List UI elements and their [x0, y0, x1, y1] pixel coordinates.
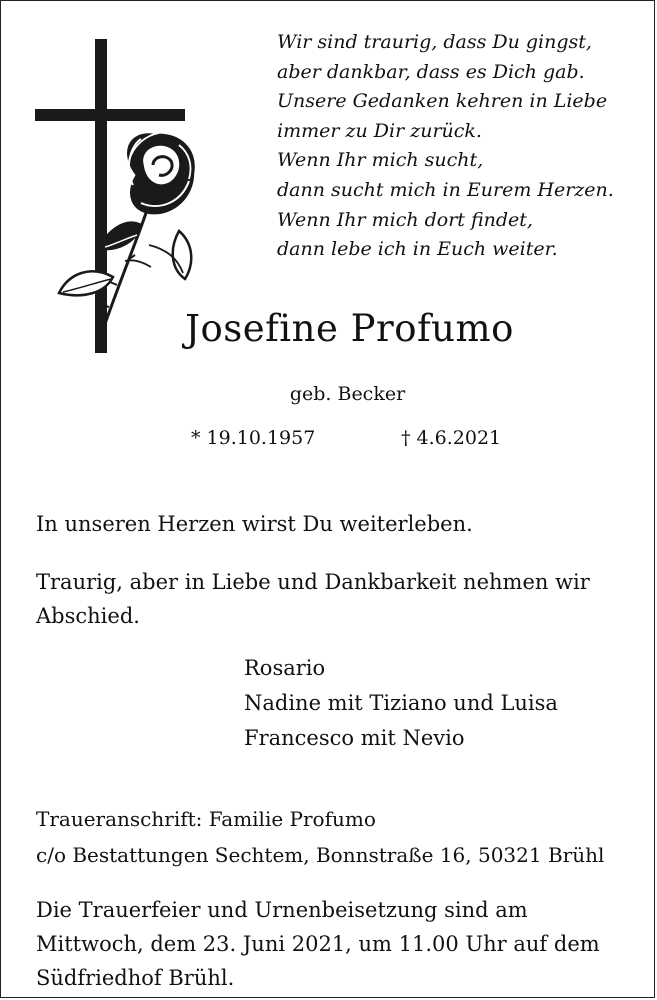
address-line: Traueranschrift: Familie Profumo [36, 807, 376, 831]
farewell-text: Traurig, aber in Liebe und Dankbarkeit nehmen wir Abschied. [36, 570, 590, 628]
poem-line: Unsere Gedanken kehren in Liebe [277, 90, 608, 113]
address-line: c/o Bestattungen Sechtem, Bonnstraße 16, 50321 Brühl [36, 843, 605, 867]
death-date: † 4.6.2021 [401, 427, 502, 449]
rose-icon [59, 133, 194, 335]
mourning-address [36, 801, 636, 873]
poem-line: Wir sind traurig, dass Du gingst, [277, 31, 592, 53]
poem-line: Wenn Ihr mich sucht, [277, 149, 484, 172]
poem [277, 28, 637, 265]
birth-date: * 19.10.1957 [191, 427, 316, 449]
deceased-name: Josefine Profumo [185, 307, 514, 350]
poem-line: Wenn Ihr mich dort findet, [277, 208, 533, 231]
poem-line: aber dankbar, dass es Dich gab. [277, 60, 585, 83]
poem-line: immer zu Dir zurück. [277, 119, 482, 142]
family-member: Rosario [244, 656, 326, 680]
poem-line: dann lebe ich in Euch weiter. [277, 238, 558, 261]
ceremony-info: Die Trauerfeier und Urnenbeisetzung sind am Mittwoch, dem 23. Juni 2021, um 11.00 Uhr auf dem Südfriedhof Brühl. [36, 898, 600, 990]
family-members [244, 651, 558, 756]
family-member: Nadine mit Tiziano und Luisa [244, 691, 558, 715]
maiden-name: geb. Becker [289, 383, 406, 405]
poem-line: dann sucht mich in Eurem Herzen. [277, 178, 614, 201]
family-member: Francesco mit Nevio [244, 726, 465, 750]
remembrance-text: In unseren Herzen wirst Du weiterleben. [36, 512, 473, 536]
